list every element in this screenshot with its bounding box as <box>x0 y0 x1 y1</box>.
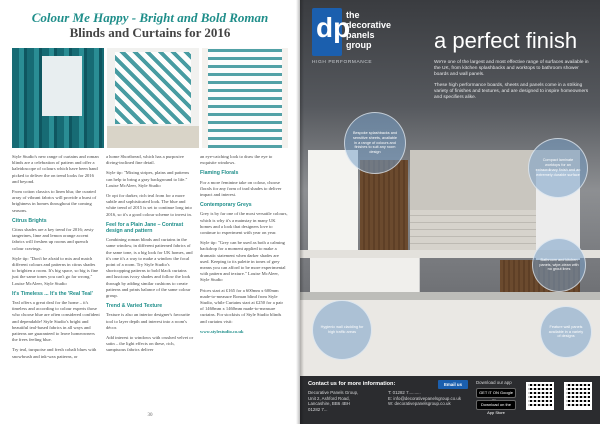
roman-blind-photo <box>107 48 199 148</box>
footer-address: Decorative Panels Group, Unit 2, Ashford Road, Lancashire, BB6 4BH 01282 7... <box>308 390 359 412</box>
brand-logo <box>312 8 412 68</box>
article-title-line2: Blinds and Curtains for 2016 <box>69 25 231 40</box>
logo-wordmark: the decorative panels group <box>346 10 392 50</box>
right-page-advert <box>300 0 600 424</box>
footer-heading: Contact us for more information: <box>308 381 396 387</box>
page-gutter <box>296 0 304 424</box>
paragraph: Citrus shades are a key trend for 2016; zesty tangerines, lime and lemon orange accent fabrics will freshen up rooms and quench colour cravings. <box>12 227 94 251</box>
article-title <box>12 10 288 40</box>
paragraph: For a more feminine take on colour, choose florals for any form of trad shades to deliver impact and interest. <box>200 179 282 198</box>
footer-contact: T: 01282 7.......... E: info@decorativepanelsgroup.co.uk W: decorativepanelsgroup.co.uk <box>388 390 462 407</box>
paragraph: These high performance boards, sheets and panels come in a striking variety of finishes and textures, and are designed to inspire homeowners and specifiers alike. <box>434 82 589 101</box>
paragraph: Try teal, turquoise and fresh cobalt blues with snowbrush and ink-wax patterns, or <box>12 347 97 359</box>
callout-bubble: Bespoke splashbacks and sensitive sheets, available in a range of colours and finishes to suit any room design <box>344 112 406 174</box>
qr-code-icon[interactable] <box>564 382 592 410</box>
paragraph: Style tip: "Mixing stripes, plains and patterns can help to bring a gray background to life." Louise McAleer, Style Studio <box>106 170 190 188</box>
article-column-2 <box>106 154 194 358</box>
article-column-3 <box>200 154 288 339</box>
patterned-curtain-photo <box>202 48 288 148</box>
paragraph: a home Shortbread, which has a purposive diving-inclined fine detail. <box>106 154 184 166</box>
contact-footer <box>300 376 600 424</box>
subheading: It's Timeless ... It's the 'Real Teal' <box>12 290 93 297</box>
advert-intro <box>434 60 592 105</box>
google-play-badge[interactable]: GET IT ON Google <box>476 388 516 398</box>
article-body <box>12 154 288 412</box>
subheading: Contemporary Greys <box>200 202 252 209</box>
advert-headline: a perfect finish <box>434 28 578 53</box>
subheading: Feel for a Plain Jane – Contrast design and pattern <box>106 221 184 235</box>
subheading: Trend & Varied Texture <box>106 303 163 310</box>
paragraph: From cotton classics to linen blur, the curated array of vibrant fabrics will provide a burst of brightness in homes throughout the coming seasons. <box>12 189 97 213</box>
logo-tagline: HIGH PERFORMANCE <box>312 60 373 65</box>
download-label: Download our app <box>476 380 512 385</box>
callout-bubble: Compact laminate worktops for an extraordinary finish and an extremely durable surface <box>528 138 588 198</box>
website-link[interactable]: www.stylestudio.co.uk <box>200 328 244 334</box>
paragraph: Combining roman blinds and curtains in the same window, in different patterned fabrics of the same tone, is a big look for UK homes, and it's one it's a way to make a window the focal point of a room. Try Style Studio's shortcopping patterns to bold black curtains and luscious ivory shades and follow the look through by adding similar cushions to create patterns and prints balance of the same colour group. <box>106 237 193 299</box>
article-column-1 <box>12 154 100 364</box>
paragraph: We're one of the largest and most effective range of surfaces available in the UK, from kitchen splashbacks and worktops to bathroom shower boards and wall panels. <box>434 60 589 78</box>
callout-bubble: Bathroom and kitchen panels, wipe-clean with no grout lines <box>532 238 586 292</box>
teal-curtains-photo <box>12 48 104 148</box>
qr-code-icon[interactable] <box>526 382 554 410</box>
paragraph: Or opt for darker, rich teal from for a more subtle and sophisticated look. The blue and white trend of 2015 is set to continue long into 2016, so it's a good colour scheme to invest in. <box>106 193 192 217</box>
paragraph: Teal offers a great deal for the home – it's timeless and according to colour experts those who choose blue are often considered confident and dependable! Style Studio's bright and beautiful teal-based fabrics in all ways and patterns are guaranteed to leave homeowners the frees feeling blue. <box>12 300 100 343</box>
paragraph: Style tip: "Don't be afraid to mix and match different colours and patterns in citrus shades to brighten a room. It's big space, so big is fine just the same tones you can't go far wrong." Louise McAleer, Style Studio <box>12 255 99 286</box>
paragraph: Style tip: "Grey can be used as both a calming backdrop for a moment applied to make a dramatic statement when darker shades are used. Keeping to its palette in tones of grey means you can afford to be more experimental with pattern and texture." Louise McAleer, Style Studio <box>200 240 286 283</box>
page-number: 30 <box>147 413 153 418</box>
photo-strip <box>12 48 288 148</box>
email-button[interactable]: Email us <box>438 380 468 389</box>
paragraph: Prices start at £165 for a 600mm x 600mm made-to-measure Roman blind from Style Studio, while Curtains start at £250 for a pair of 1460mm x 1460mm made-to-measure curtains. For stockists of Style Studio blinds and curtains visit: <box>200 287 284 324</box>
logo-mark-icon: dp <box>312 8 342 56</box>
paragraph: Texture is also an interior designer's favourite tool to layer depth and interest into a room's décor. <box>106 312 190 330</box>
callout-bubble: Hygienic wall cladding for high traffic areas <box>312 300 372 360</box>
paragraph: Style Studio's new range of curtains and roman blinds are a celebration of pattern and offer a kaleidoscope of colours which have been hand picked to deliver the on trend looks for 2016 and beyond. <box>12 154 99 184</box>
subheading: Citrus Brights <box>12 217 47 224</box>
subheading: Flaming Florals <box>200 170 239 177</box>
paragraph: an eye-catching look to draw the eye to exquisite windows. <box>200 154 273 166</box>
paragraph: Grey is by far one of the most versatile colours, which is why it's a mainstay in many UK homes and a look that designers love to continue to experiment with year on year. <box>200 211 288 236</box>
paragraph: Add interest to windows with crushed velvet or satin – the light effects on these, rich, sumptuous fabrics deliver <box>106 335 194 353</box>
app-store-badge[interactable]: Download on the App Store <box>476 400 516 410</box>
article-title-line1: Colour Me Happy - Bright and Bold Roman <box>31 10 269 25</box>
callout-bubble: Feature wall panels available in a variety of designs <box>540 306 592 358</box>
